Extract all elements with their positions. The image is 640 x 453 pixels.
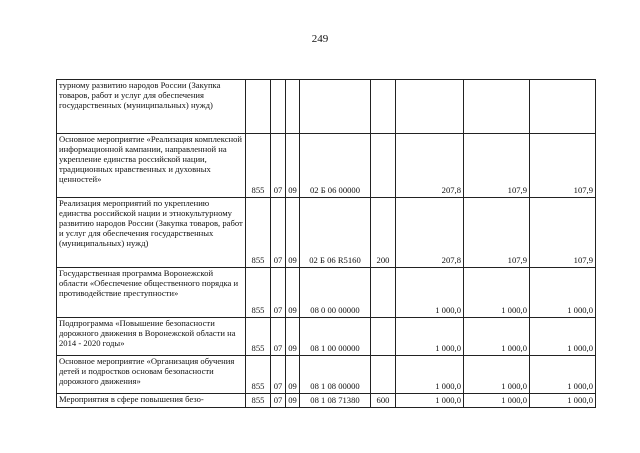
row-name-cell: Государственная программа Воронежской области «Обеспечение общественного порядка и противодействие преступности» — [57, 268, 246, 318]
ministry-code-cell: 855 — [246, 134, 271, 198]
sum-2018-cell: 207,8 — [396, 198, 464, 268]
section-code-cell: 07 — [271, 198, 286, 268]
target-article-cell: 08 0 00 00000 — [300, 268, 371, 318]
expense-type-cell — [371, 268, 396, 318]
sum-2019-cell: 1 000,0 — [464, 268, 530, 318]
expense-type-cell — [371, 318, 396, 356]
target-article-cell: 08 1 08 71380 — [300, 394, 371, 408]
sum-2019-cell: 1 000,0 — [464, 394, 530, 408]
sum-2020-cell: 107,9 — [530, 134, 596, 198]
sum-2019-cell: 1 000,0 — [464, 318, 530, 356]
target-article-cell — [300, 80, 371, 134]
table-row — [57, 356, 596, 394]
ministry-code-cell — [246, 80, 271, 134]
table-row — [57, 318, 596, 356]
ministry-code-cell: 855 — [246, 268, 271, 318]
subsection-code-cell: 09 — [286, 356, 300, 394]
sum-2018-cell: 207,8 — [396, 134, 464, 198]
budget-table — [56, 79, 596, 408]
table-row — [57, 394, 596, 408]
row-name-cell: Реализация мероприятий по укреплению единства российской нации и этнокультурному развитию народов России (Закупка товаров, работ и услуг для обеспечения государственных (муниципальных) нужд) — [57, 198, 246, 268]
subsection-code-cell: 09 — [286, 198, 300, 268]
sum-2020-cell: 1 000,0 — [530, 394, 596, 408]
ministry-code-cell: 855 — [246, 356, 271, 394]
section-code-cell: 07 — [271, 268, 286, 318]
sum-2020-cell: 1 000,0 — [530, 318, 596, 356]
sum-2019-cell: 1 000,0 — [464, 356, 530, 394]
section-code-cell: 07 — [271, 134, 286, 198]
target-article-cell: 02 Б 06 R5160 — [300, 198, 371, 268]
sum-2018-cell: 1 000,0 — [396, 394, 464, 408]
section-code-cell: 07 — [271, 394, 286, 408]
table-row — [57, 134, 596, 198]
subsection-code-cell — [286, 80, 300, 134]
table-row — [57, 198, 596, 268]
ministry-code-cell: 855 — [246, 394, 271, 408]
sum-2020-cell: 1 000,0 — [530, 356, 596, 394]
target-article-cell: 08 1 08 00000 — [300, 356, 371, 394]
target-article-cell: 02 Б 06 00000 — [300, 134, 371, 198]
ministry-code-cell: 855 — [246, 318, 271, 356]
row-name-cell: Основное мероприятие «Организация обучения детей и подростков основам безопасности дорожного движения» — [57, 356, 246, 394]
expense-type-cell: 600 — [371, 394, 396, 408]
page-number: 249 — [311, 33, 329, 45]
expense-type-cell — [371, 134, 396, 198]
target-article-cell: 08 1 00 00000 — [300, 318, 371, 356]
sum-2019-cell — [464, 80, 530, 134]
sum-2019-cell: 107,9 — [464, 198, 530, 268]
row-name-cell: Основное мероприятие «Реализация комплексной информационной кампании, направленной на укрепление единства российской нации, традиционных нравственных и духовных ценностей» — [57, 134, 246, 198]
sum-2020-cell: 107,9 — [530, 198, 596, 268]
row-name-cell: Мероприятия в сфере повышения безо- — [57, 394, 246, 408]
sum-2018-cell: 1 000,0 — [396, 318, 464, 356]
section-code-cell: 07 — [271, 318, 286, 356]
sum-2018-cell — [396, 80, 464, 134]
sum-2018-cell: 1 000,0 — [396, 356, 464, 394]
expense-type-cell — [371, 356, 396, 394]
subsection-code-cell: 09 — [286, 134, 300, 198]
table-row — [57, 80, 596, 134]
section-code-cell: 07 — [271, 356, 286, 394]
expense-type-cell: 200 — [371, 198, 396, 268]
sum-2019-cell: 107,9 — [464, 134, 530, 198]
row-name-cell: турному развитию народов России (Закупка товаров, работ и услуг для обеспечения государственных (муниципальных) нужд) — [57, 80, 246, 134]
table-body — [57, 80, 596, 408]
section-code-cell — [271, 80, 286, 134]
sum-2018-cell: 1 000,0 — [396, 268, 464, 318]
row-name-cell: Подпрограмма «Повышение безопасности дорожного движения в Воронежской области на 2014 - 2020 годы» — [57, 318, 246, 356]
table-row — [57, 268, 596, 318]
subsection-code-cell: 09 — [286, 394, 300, 408]
sum-2020-cell: 1 000,0 — [530, 268, 596, 318]
subsection-code-cell: 09 — [286, 268, 300, 318]
subsection-code-cell: 09 — [286, 318, 300, 356]
ministry-code-cell: 855 — [246, 198, 271, 268]
expense-type-cell — [371, 80, 396, 134]
sum-2020-cell — [530, 80, 596, 134]
